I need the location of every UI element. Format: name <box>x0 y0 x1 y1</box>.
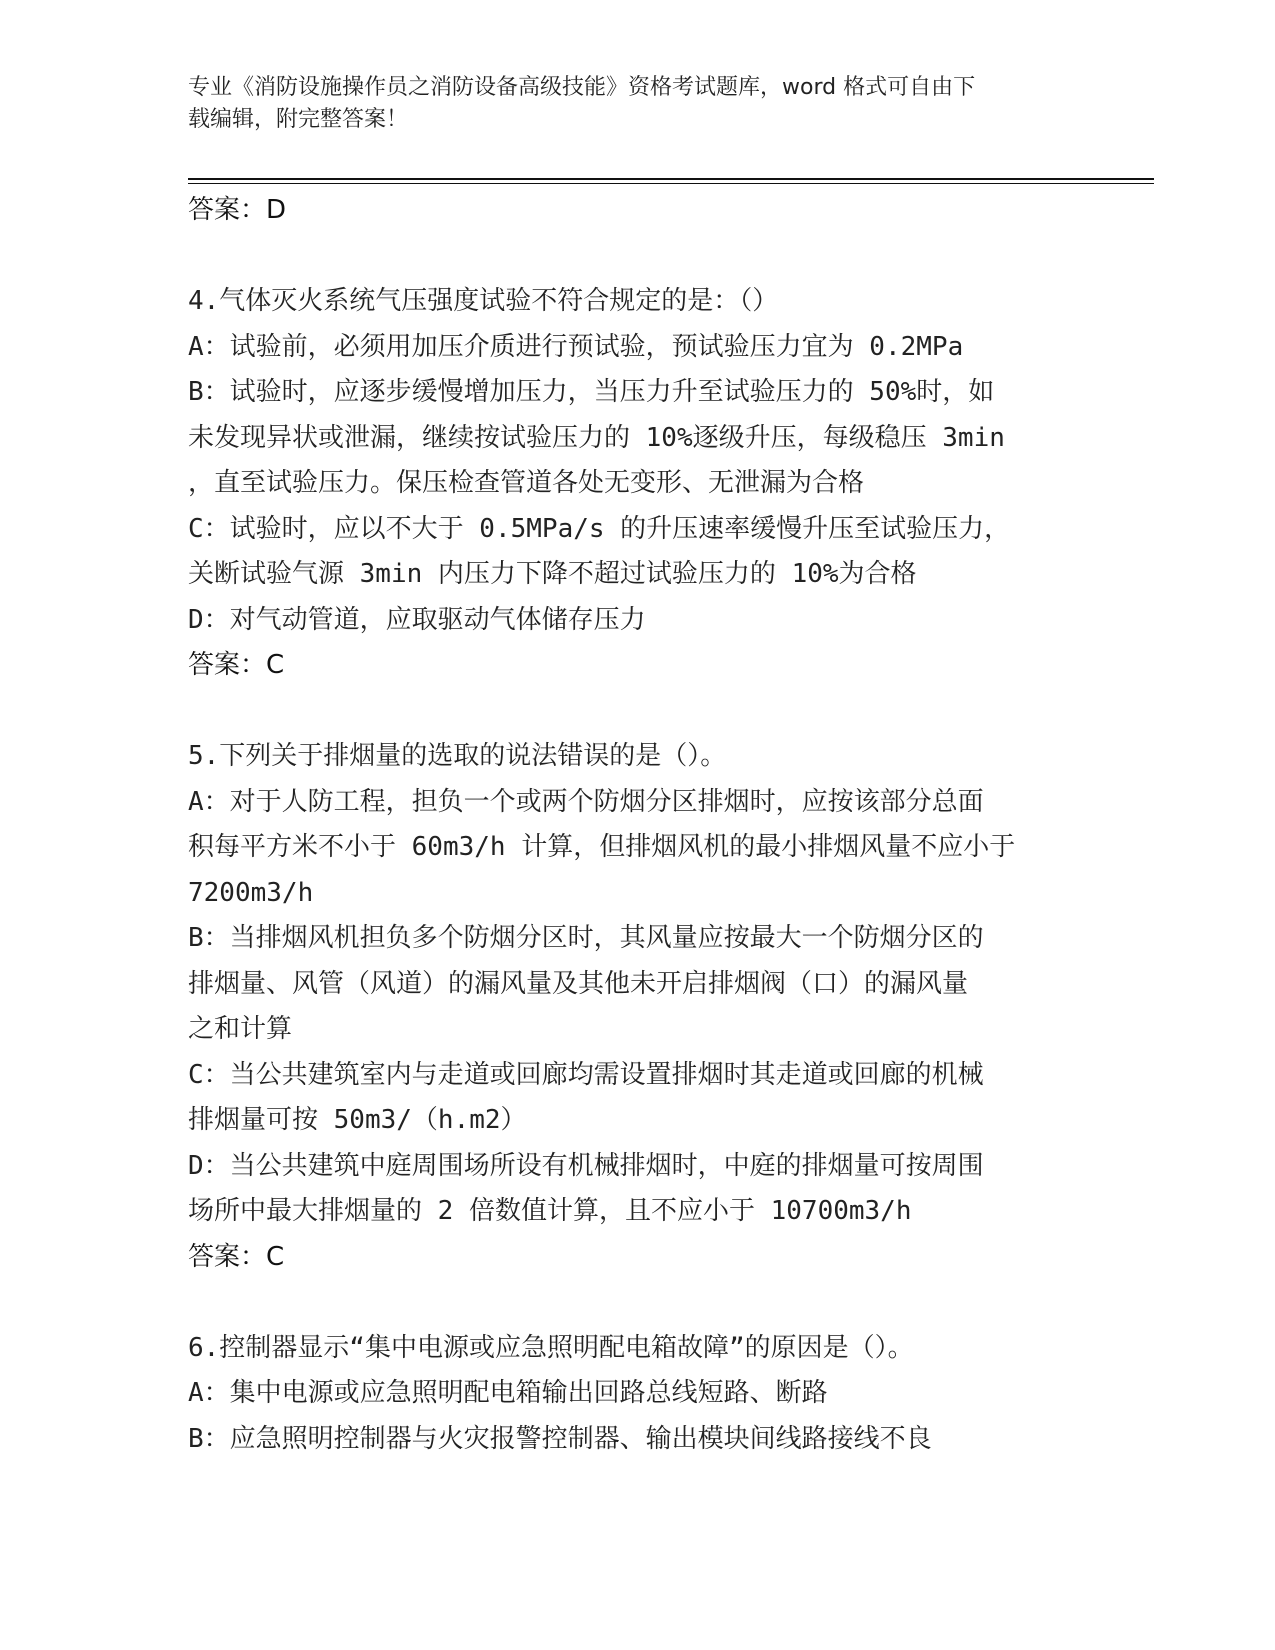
option-d: D：对气动管道，应取驱动气体储存压力 <box>188 604 646 635</box>
question-content <box>188 188 1088 1462</box>
option-a: A：试验前，必须用加压介质进行预试验，预试验压力宜为 0.2MPa <box>188 331 964 362</box>
spacer <box>188 689 1088 735</box>
option-b-line-1: B：试验时，应逐步缓慢增加压力，当压力升至试验压力的 50%时，如 <box>188 377 995 407</box>
option-c-line-1: C：试验时，应以不大于 0.5MPa/s 的升压速率缓慢升压至试验压力， <box>188 513 1011 544</box>
option-c-line-2: 排烟量可按 50m3/（h.m2） <box>188 1105 527 1135</box>
option-d-line-2: 场所中最大排烟量的 2 倍数值计算，且不应小于 10700m3/h <box>188 1196 912 1226</box>
option-c-line-2: 关断试验气源 3min 内压力下降不超过试验压力的 10%为合格 <box>188 559 917 589</box>
option-a-line-3: 7200m3/h <box>188 877 314 908</box>
answer-q4: 答案：C <box>188 650 285 680</box>
header-line-2: 载编辑，附完整答案！ <box>188 107 409 132</box>
header-divider-thick <box>188 178 1154 180</box>
option-b-line-2: 未发现异状或泄漏，继续按试验压力的 10%逐级升压，每级稳压 3min <box>188 422 1005 453</box>
spacer <box>188 1280 1088 1326</box>
document-header <box>188 72 1068 136</box>
header-line-1: 专业《消防设施操作员之消防设备高级技能》资格考试题库，word 格式可自由下 <box>188 75 976 100</box>
option-a-line-1: A：对于人防工程，担负一个或两个防烟分区排烟时，应按该部分总面 <box>188 786 984 817</box>
option-a-line-2: 积每平方米不小于 60m3/h 计算，但排烟风机的最小排烟风量不应小于 <box>188 832 1016 862</box>
option-b-line-2: 排烟量、风管（风道）的漏风量及其他未开启排烟阀（口）的漏风量 <box>188 968 969 999</box>
answer-q3: 答案：D <box>188 195 287 225</box>
question-stem: 6.控制器显示“集中电源或应急照明配电箱故障”的原因是（）。 <box>188 1332 914 1363</box>
option-c-line-1: C：当公共建筑室内与走道或回廊均需设置排烟时其走道或回廊的机械 <box>188 1059 984 1090</box>
question-6 <box>188 1326 1088 1463</box>
question-5 <box>188 734 1088 1280</box>
question-stem: 4.气体灭火系统气压强度试验不符合规定的是：（） <box>188 286 779 316</box>
option-d-line-1: D：当公共建筑中庭周围场所设有机械排烟时，中庭的排烟量可按周围 <box>188 1150 984 1181</box>
answer-q5: 答案：C <box>188 1241 285 1272</box>
option-a: A：集中电源或应急照明配电箱输出回路总线短路、断路 <box>188 1378 828 1408</box>
question-stem: 5.下列关于排烟量的选取的说法错误的是（）。 <box>188 741 727 771</box>
option-b-line-1: B：当排烟风机担负多个防烟分区时，其风量应按最大一个防烟分区的 <box>188 923 984 953</box>
option-b-line-3: 之和计算 <box>188 1014 293 1044</box>
spacer <box>188 234 1088 280</box>
option-b: B：应急照明控制器与火灾报警控制器、输出模块间线路接线不良 <box>188 1423 932 1454</box>
header-divider-thin <box>188 183 1154 184</box>
question-4 <box>188 279 1088 689</box>
option-b-line-3: ，直至试验压力。保压检查管道各处无变形、无泄漏为合格 <box>188 468 865 498</box>
